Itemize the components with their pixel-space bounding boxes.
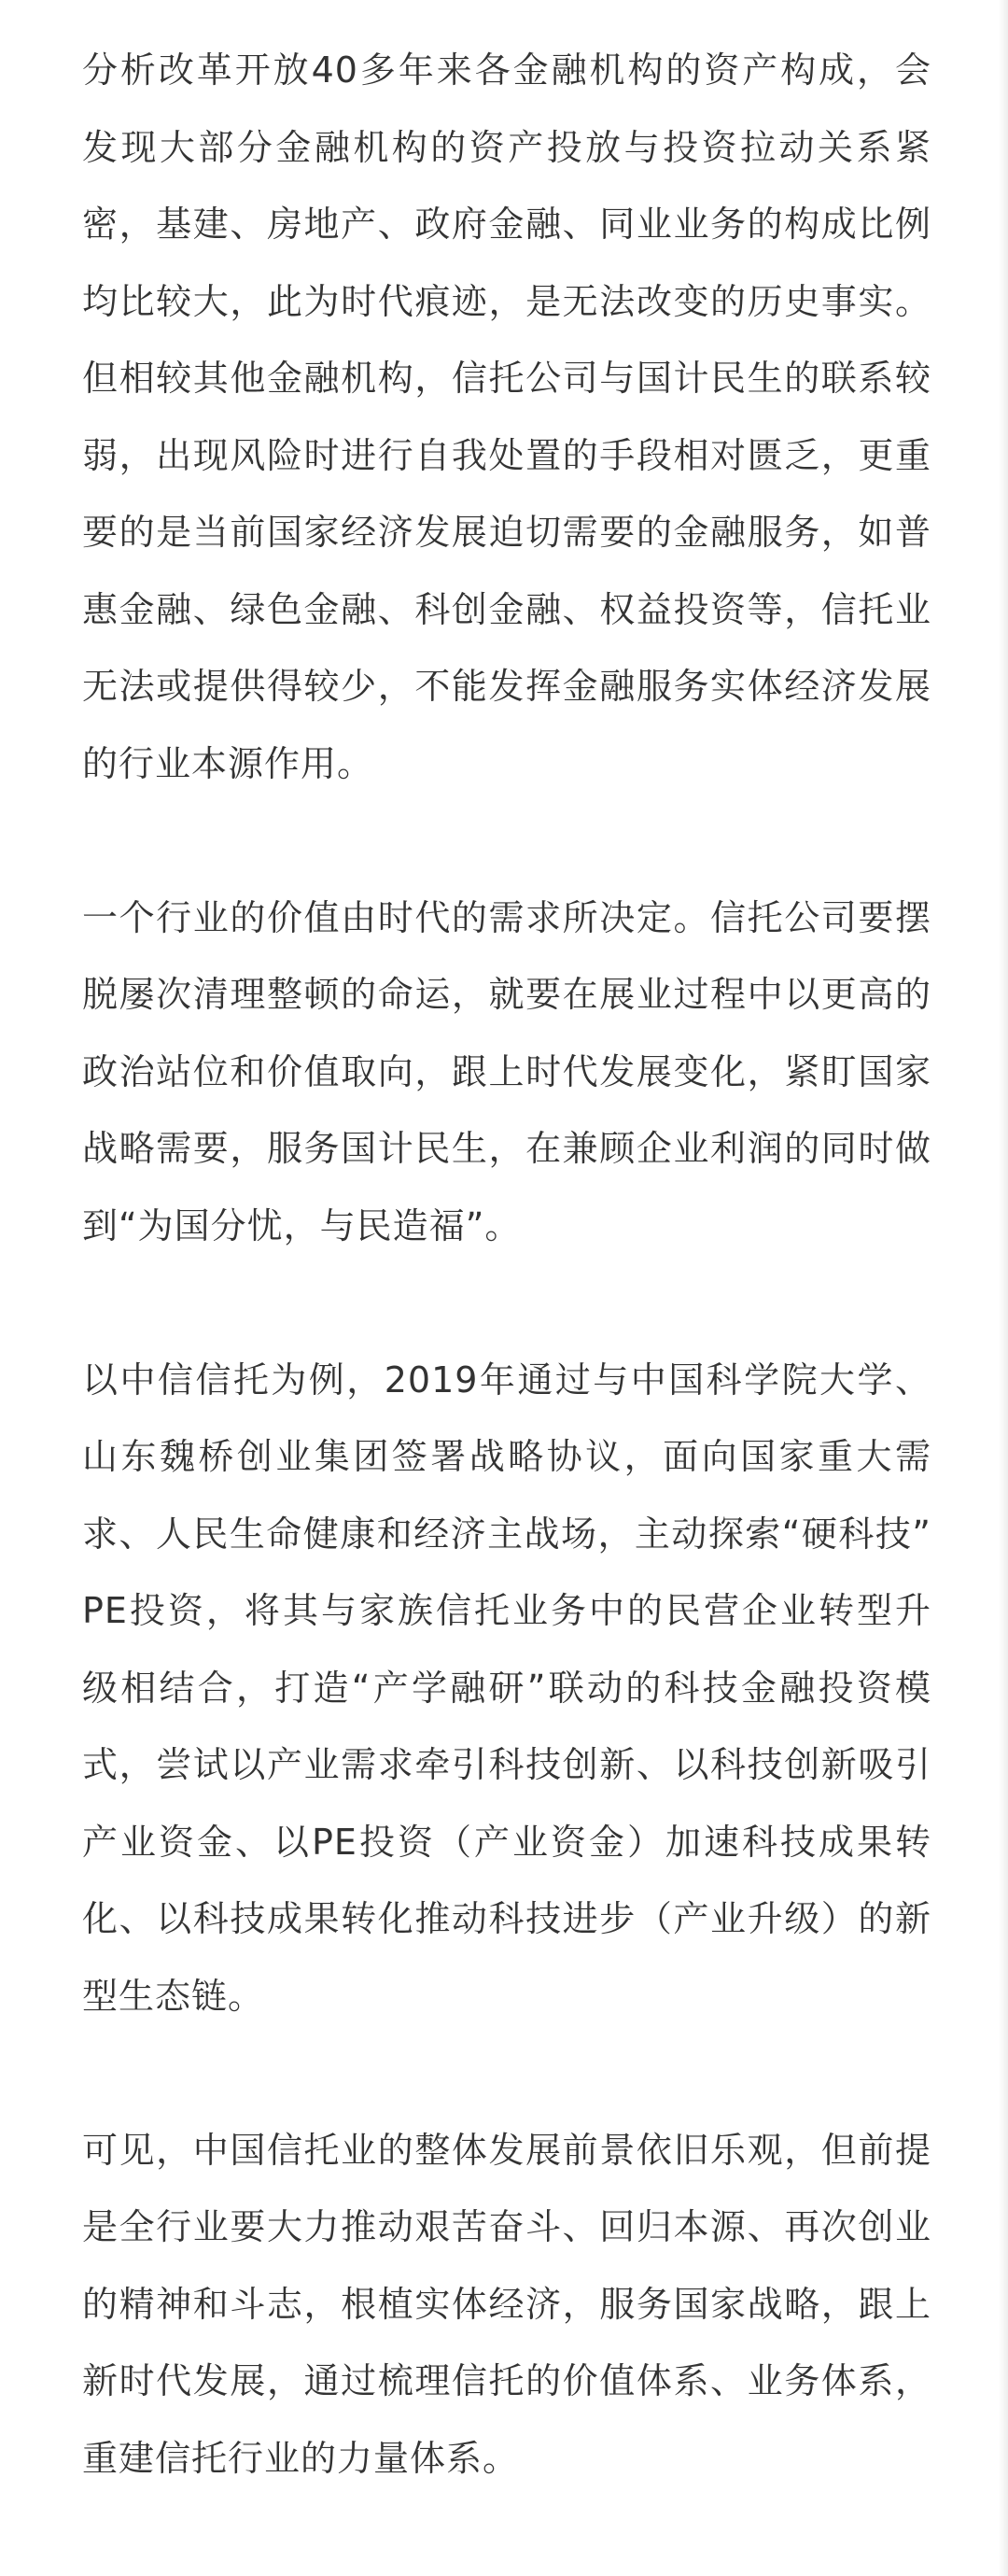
paragraph-4 bbox=[82, 2112, 931, 2498]
paragraph-line: 密，基建、房地产、政府金融、同业业务的构成比例 bbox=[82, 204, 931, 245]
paragraph-line: 到“为国分忧，与民造福”。 bbox=[82, 1204, 522, 1246]
paragraph-3 bbox=[82, 1342, 931, 2035]
paragraph-line: 求、人民生命健康和经济主战场，主动探索“硬科技” bbox=[82, 1513, 931, 1555]
paragraph-line: 但相较其他金融机构，信托公司与国计民生的联系较 bbox=[82, 358, 931, 399]
paragraph-line: 新时代发展，通过梳理信托的价值体系、业务体系， bbox=[82, 2360, 931, 2401]
paragraph-line: 式，尝试以产业需求牵引科技创新、以科技创新吸引 bbox=[82, 1744, 931, 1785]
paragraph-line: 化、以科技成果转化推动科技进步（产业升级）的新 bbox=[82, 1898, 931, 1939]
paragraph-line: 战略需要，服务国计民生，在兼顾企业利润的同时做 bbox=[82, 1128, 931, 1169]
paragraph-2 bbox=[82, 880, 931, 1265]
paragraph-spacer bbox=[82, 2034, 931, 2112]
paragraph-line: 山东魏桥创业集团签署战略协议，面向国家重大需 bbox=[82, 1436, 931, 1477]
paragraph-line: 级相结合，打造“产学融研”联动的科技金融投资模 bbox=[82, 1667, 931, 1709]
paragraph-line: 脱屡次清理整顿的命运，就要在展业过程中以更高的 bbox=[82, 974, 931, 1015]
page-edge-shadow bbox=[999, 0, 1008, 2576]
paragraph-line: 惠金融、绿色金融、科创金融、权益投资等，信托业 bbox=[82, 588, 931, 630]
paragraph-line: 发现大部分金融机构的资产投放与投资拉动关系紧 bbox=[82, 126, 931, 168]
paragraph-line: 的行业本源作用。 bbox=[82, 742, 374, 784]
paragraph-line: 的精神和斗志，根植实体经济，服务国家战略，跟上 bbox=[82, 2283, 931, 2325]
paragraph-spacer bbox=[82, 802, 931, 880]
paragraph-line: 型生态链。 bbox=[82, 1975, 265, 2017]
paragraph-line: 均比较大，此为时代痕迹，是无法改变的历史事实。 bbox=[82, 280, 931, 322]
paragraph-line: 政治站位和价值取向，跟上时代发展变化，紧盯国家 bbox=[82, 1050, 931, 1092]
paragraph-line: 无法或提供得较少，不能发挥金融服务实体经济发展 bbox=[82, 666, 931, 707]
paragraph-line: 分析改革开放40多年来各金融机构的资产构成，会 bbox=[82, 49, 931, 91]
paragraph-line: 弱，出现风险时进行自我处置的手段相对匮乏，更重 bbox=[82, 434, 931, 476]
paragraph-line: 是全行业要大力推动艰苦奋斗、回归本源、再次创业 bbox=[82, 2206, 931, 2247]
paragraph-line: 产业资金、以PE投资（产业资金）加速科技成果转 bbox=[82, 1821, 931, 1863]
paragraph-line: 以中信信托为例，2019年通过与中国科学院大学、 bbox=[82, 1358, 931, 1401]
paragraph-line: PE投资，将其与家族信托业务中的民营企业转型升 bbox=[82, 1590, 931, 1631]
paragraph-line: 重建信托行业的力量体系。 bbox=[82, 2437, 520, 2479]
paragraph-line: 一个行业的价值由时代的需求所决定。信托公司要摆 bbox=[82, 896, 931, 938]
article-body bbox=[82, 32, 931, 2497]
paragraph-line: 要的是当前国家经济发展迫切需要的金融服务，如普 bbox=[82, 512, 931, 553]
paragraph-line: 可见，中国信托业的整体发展前景依旧乐观，但前提 bbox=[82, 2129, 931, 2171]
paragraph-1 bbox=[82, 32, 931, 802]
paragraph-spacer bbox=[82, 1264, 931, 1342]
